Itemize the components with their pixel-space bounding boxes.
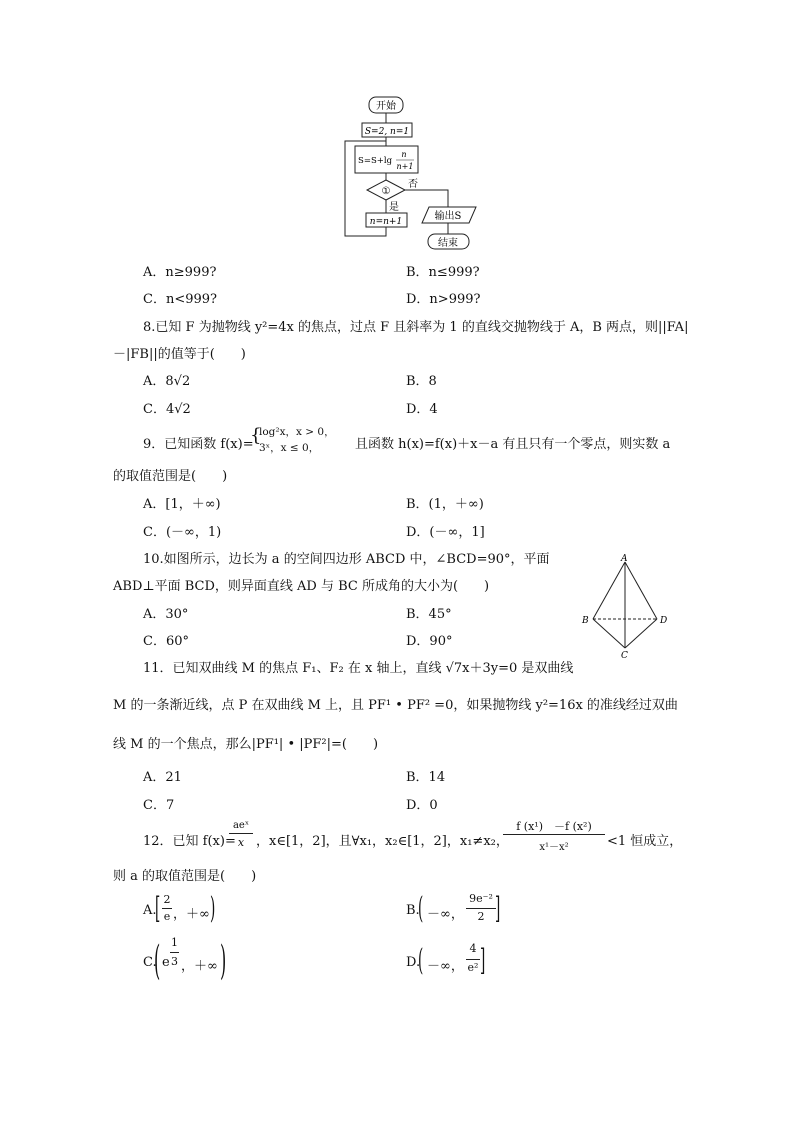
q12-option-c-base: e (162, 955, 170, 970)
q12-option-c-den: 3 (171, 955, 178, 968)
q9-option-c: C．(－∞，1) (143, 525, 222, 540)
q7-option-d: D．n>999? (406, 292, 481, 307)
q12-option-a-num: 2 (163, 893, 171, 906)
q9-stem-prefix: 9．已知函数 f(x)= (143, 437, 254, 452)
q12-option-b-head: －∞， (427, 907, 464, 922)
q8-option-d: D．4 (406, 402, 438, 417)
q11-stem-line2: M 的一条渐近线，点 P 在双曲线 M 上，且 PF¹ • PF² =0，如果抛物线 y²=16x 的准线经过双曲 (113, 698, 678, 713)
q8-stem-line2: －|FB||的值等于( ) (113, 347, 246, 362)
q12-option-d-lparen: ( (418, 943, 424, 978)
q7-option-c: C．n<999? (143, 292, 217, 307)
q12-option-b-num: 9e⁻² (469, 892, 493, 905)
q9-case1: log²x，x > 0， (259, 426, 335, 438)
flow-assign-num: n (401, 150, 407, 159)
q11-stem-line1: 11．已知双曲线 M 的焦点 F₁、F₂ 在 x 轴上，直线 √7x＋3y=0 是双曲线 (143, 661, 574, 676)
q12-option-d-den: e² (467, 961, 479, 974)
q8-option-b: B．8 (406, 374, 437, 389)
q9-stem-line2: 的取值范围是( ) (113, 469, 228, 484)
q12-stem-mid: ，x∈[1，2]，且∀x₁，x₂∈[1，2]，x₁≠x₂， (256, 834, 509, 849)
q12-option-b-lparen: ( (418, 891, 424, 926)
q7-option-a: A．n≥999? (143, 265, 217, 280)
flow-yes: 是 (389, 202, 399, 213)
q12-option-a-lbracket: [ (155, 891, 161, 926)
flow-output: 输出S (434, 211, 462, 222)
fig-label-c: C (621, 651, 628, 661)
q12-option-c-rparen: ) (220, 938, 227, 984)
q12-option-d-label: D. (406, 955, 421, 970)
q10-stem-line2: ABD⊥平面 BCD，则异面直线 AD 与 BC 所成角的大小为( ) (113, 579, 490, 594)
q12-stem-line2: 则 a 的取值范围是( ) (113, 869, 257, 884)
q12-option-a-den: e (163, 910, 171, 923)
q10-option-c: C．60° (143, 634, 189, 649)
q8-option-c: C．4√2 (143, 402, 191, 417)
q12-option-a-rparen: ) (210, 891, 216, 926)
q11-stem-line3: 线 M 的一个焦点，那么|PF¹| • |PF²|=( ) (113, 737, 379, 752)
q12-option-c-tail: ，＋∞ (181, 959, 218, 974)
flow-increment: n=n+1 (369, 217, 403, 227)
q10-option-b: B．45° (406, 607, 452, 622)
flow-start: 开始 (376, 101, 396, 112)
q11-option-c: C．7 (143, 798, 175, 813)
q12-option-b-den: 2 (477, 910, 485, 923)
q12-ineq-den: x¹－x² (539, 842, 569, 853)
flow-init: S=2, n=1 (364, 127, 410, 137)
fig-label-a: A (621, 554, 628, 564)
q9-option-d: D．(－∞，1] (406, 525, 485, 540)
q12-ineq-tail: <1 恒成立， (607, 834, 683, 849)
q9-brace: { (250, 425, 262, 446)
q9-case2: 3ˣ，x ≤ 0， (259, 442, 320, 454)
q11-option-a: A．21 (143, 770, 182, 785)
q12-f-num: aeˣ (232, 820, 250, 831)
q12-option-c-bar (170, 952, 179, 953)
flow-assign-den: n+1 (396, 162, 414, 171)
fig-label-d: D (660, 616, 668, 626)
q12-option-d-bar (466, 959, 480, 960)
q12-stem-prefix: 12．已知 f(x)= (143, 834, 236, 849)
q10-option-a: A．30° (143, 607, 189, 622)
q12-option-b-bar (466, 908, 496, 909)
q12-option-b-label: B. (406, 903, 420, 918)
q11-option-d: D．0 (406, 798, 438, 813)
tetrahedron-figure (578, 552, 674, 662)
q10-option-d: D．90° (406, 634, 453, 649)
q12-option-c-num: 1 (171, 936, 178, 949)
q12-ineq-bar (503, 834, 605, 835)
q12-option-c-lparen: ( (154, 938, 161, 984)
flow-condition: ① (381, 186, 391, 197)
q10-stem-line1: 10.如图所示，边长为 a 的空间四边形 ABCD 中，∠BCD=90°，平面 (143, 552, 550, 567)
flowchart (336, 92, 486, 252)
flow-no: 否 (408, 179, 418, 190)
q12-f-bar (229, 833, 253, 834)
q9-stem-suffix: 且函数 h(x)=f(x)＋x－a 有且只有一个零点，则实数 a (355, 437, 671, 452)
q12-option-b-rbracket: ] (495, 891, 501, 926)
q11-option-b: B．14 (406, 770, 446, 785)
q7-option-b: B．n≤999? (406, 265, 480, 280)
q12-option-c-label: C. (143, 955, 157, 970)
flow-end: 结束 (438, 238, 458, 249)
q9-option-a: A．[1，＋∞) (143, 497, 221, 512)
q9-option-b: B．(1，＋∞) (406, 497, 484, 512)
q12-option-a-bar (162, 908, 172, 909)
flow-assign: S=S+lg (358, 156, 393, 166)
q12-option-a-tail: ，＋∞ (173, 907, 210, 922)
fig-label-b: B (582, 616, 589, 626)
q12-option-d-rbracket: ] (480, 943, 486, 978)
q8-option-a: A．8√2 (143, 374, 191, 389)
q8-stem-line1: 8.已知 F 为抛物线 y²=4x 的焦点，过点 F 且斜率为 1 的直线交抛物线于 A，B 两点，则||FA| (143, 320, 689, 335)
q12-option-d-head: －∞， (427, 959, 464, 974)
q12-option-a-label: A. (143, 903, 157, 918)
q12-ineq-num: f (x¹) －f (x²) (516, 820, 592, 833)
q12-f-den: x (237, 836, 245, 849)
q12-option-d-num: 4 (469, 942, 477, 955)
